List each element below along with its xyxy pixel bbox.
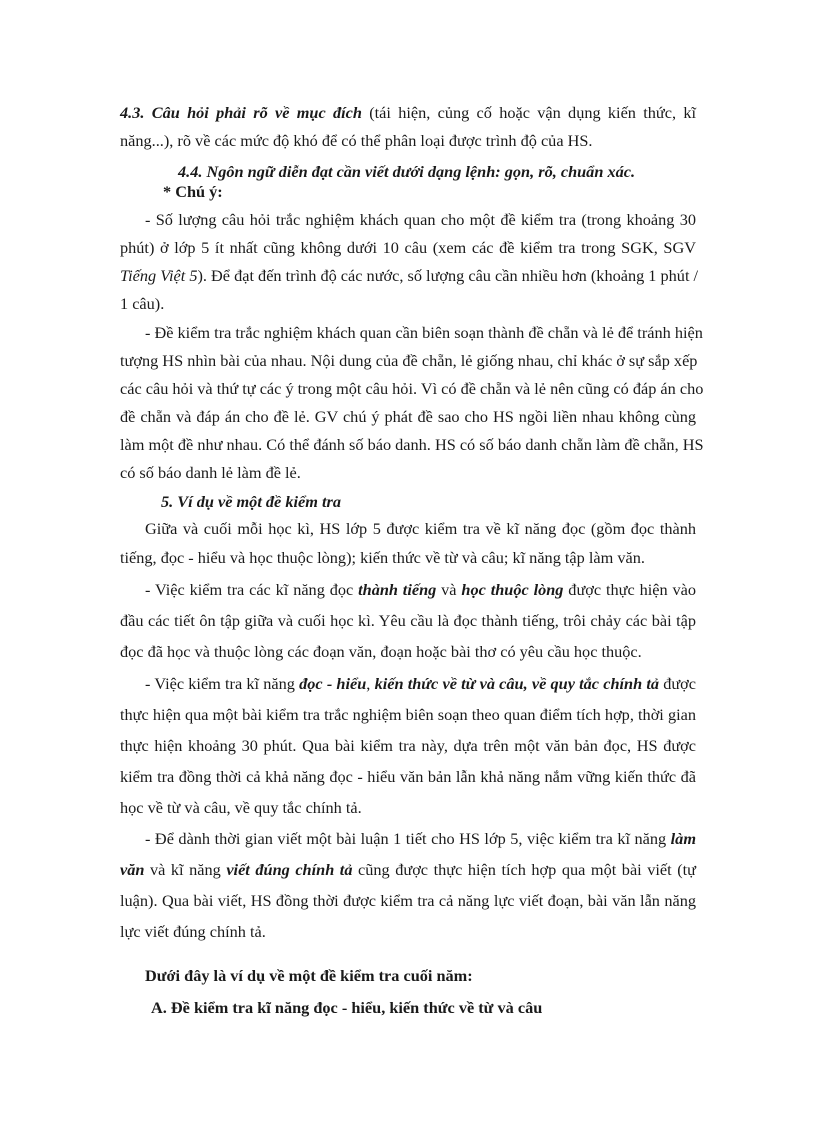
s5-p3-line-3: thực hiện khoảng 30 phút. Qua bài kiểm tra này, dựa trên một văn bản đọc, HS được [120, 736, 696, 755]
note-p2-line-4: đề chẵn và đáp án cho đề lẻ. GV chú ý phát đề sao cho HS ngồi liền nhau không cùng [120, 407, 696, 426]
s5-p1-line-2: tiếng, đọc - hiểu và học thuộc lòng); kiến thức về từ và câu; kĩ năng tập làm văn. [120, 548, 645, 567]
note-p2-line-1: - Đề kiểm tra trắc nghiệm khách quan cần biên soạn thành đề chẵn và lẻ để tránh hiện [145, 323, 703, 342]
note-p1-line-1: - Số lượng câu hỏi trắc nghiệm khách quan cho một đề kiểm tra (trong khoảng 30 [145, 210, 696, 229]
s5-p3-line-5: học về từ và câu, về quy tắc chính tả. [120, 798, 362, 817]
s5-p2-line-1: - Việc kiểm tra các kĩ năng đọc thành tiếng và học thuộc lòng được thực hiện vào [145, 580, 696, 599]
s5-title: 5. Ví dụ về một đề kiểm tra [161, 492, 341, 511]
note-p1-line-2: phút) ở lớp 5 ít nhất cũng không dưới 10 câu (xem các đề kiểm tra trong SGK, SGV [120, 238, 696, 257]
s5-p4-line-3: luận). Qua bài viết, HS đồng thời được kiểm tra cả năng lực viết đoạn, bài văn lẫn năng [120, 891, 696, 910]
s5-p4-line-1: - Để dành thời gian viết một bài luận 1 tiết cho HS lớp 5, việc kiểm tra kĩ năng làm [145, 829, 696, 848]
s43-line-1: 4.3. Câu hỏi phải rõ về mục đích (tái hiện, củng cố hoặc vận dụng kiến thức, kĩ [120, 103, 696, 122]
s5-p4-line-2: văn và kĩ năng viết đúng chính tả cũng được thực hiện tích hợp qua một bài viết (tự [120, 860, 696, 879]
s5-p1-line-1: Giữa và cuối mỗi học kì, HS lớp 5 được kiểm tra về kĩ năng đọc (gồm đọc thành [145, 519, 696, 538]
note-p1-line-4: 1 câu). [120, 294, 165, 313]
example-intro: Dưới đây là ví dụ về một đề kiểm tra cuối năm: [145, 966, 473, 985]
note-p2-line-2: tượng HS nhìn bài của nhau. Nội dung của đề chẵn, lẻ giống nhau, chỉ khác ở sự sắp xếp [120, 351, 698, 370]
note-p2-line-6: có số báo danh lẻ làm đề lẻ. [120, 463, 301, 482]
s5-p3-line-1: - Việc kiểm tra kĩ năng đọc - hiểu, kiến thức về từ và câu, về quy tắc chính tả được [145, 674, 696, 693]
s5-p2-line-2: đầu các tiết ôn tập giữa và cuối học kì. Yêu cầu là đọc thành tiếng, trôi chảy các bài tập [120, 611, 696, 630]
s5-p4-line-4: lực viết đúng chính tả. [120, 922, 266, 941]
note-p1-line-3: Tiếng Việt 5). Để đạt đến trình độ các nước, số lượng câu cần nhiều hơn (khoảng 1 phút / [120, 266, 699, 285]
note-p2-line-5: làm một đề như nhau. Có thể đánh số báo danh. HS có số báo danh chẵn làm đề chẵn, HS [120, 435, 704, 454]
s43-title: 4.3. Câu hỏi phải rõ về mục đích [120, 103, 362, 122]
s5-p3-line-4: kiểm tra đồng thời cả khả năng đọc - hiểu văn bản lẫn khả năng nắm vững kiến thức đã [120, 767, 696, 786]
s44-title: 4.4. Ngôn ngữ diễn đạt cần viết dưới dạng lệnh: gọn, rõ, chuẩn xác. [178, 162, 636, 181]
note-heading: * Chú ý: [163, 182, 223, 201]
s43-line-2: năng...), rõ về các mức độ khó để có thể phân loại được trình độ của HS. [120, 131, 593, 150]
s5-p3-line-2: thực hiện qua một bài kiểm tra trắc nghiệm biên soạn theo quan điểm tích hợp, thời gian [120, 705, 696, 724]
s5-p2-line-3: đọc đã học và thuộc lòng các đoạn văn, đoạn hoặc bài thơ có yêu cầu học thuộc. [120, 642, 642, 661]
example-section-a: A. Đề kiểm tra kĩ năng đọc - hiểu, kiến thức về từ và câu [151, 998, 543, 1017]
note-p2-line-3: các câu hỏi và thứ tự các ý trong một câu hỏi. Vì có đề chẵn và lẻ nên cũng có đáp án cho [120, 379, 704, 398]
